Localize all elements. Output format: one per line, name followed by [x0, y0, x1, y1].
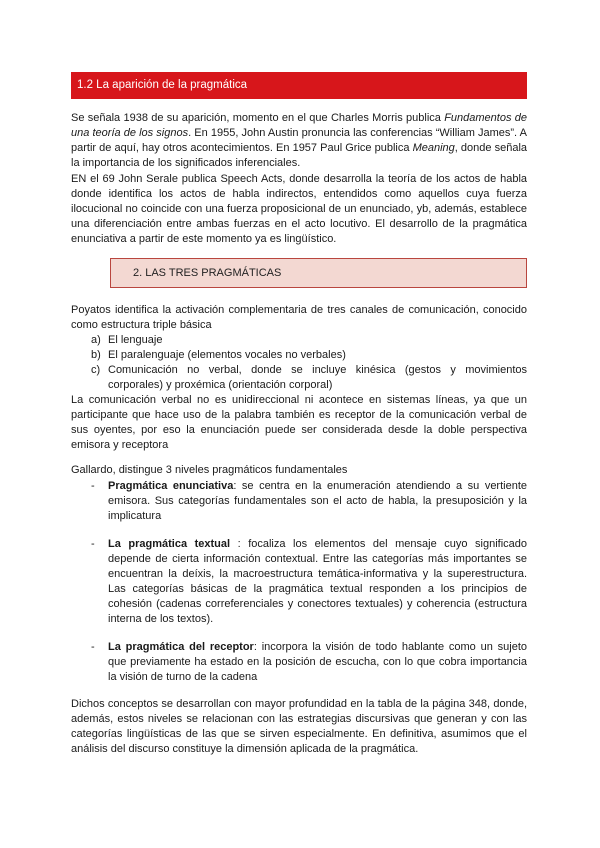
term: La pragmática textual — [108, 538, 231, 550]
term: Pragmática enunciativa — [108, 480, 234, 492]
list-marker: b) — [91, 349, 101, 361]
book-title: Meaning — [412, 142, 455, 154]
list-marker: - — [91, 538, 95, 550]
paragraph-origin: Se señala 1938 de su aparición, momento en el que Charles Morris publica Fundamentos de una teoría de los signos. En 1955, John Austin pronuncia las conferencias “William James”. A partir de aquí, hay otros acontecimientos. En 1957 Paul Grice publica Meaning, donde señala la importancia de los significados inferenciales. — [71, 112, 528, 169]
paragraph-verbal-communication: La comunicación verbal no es unidireccional ni acontece en sistemas líneas, ya que un participante que hace uso de la palabra también es receptor de la comunicación verbal de sus oyentes, por eso la enunciación puede ser considerada desde la doble perspectiva emisora y receptora — [71, 394, 527, 451]
list-marker: a) — [91, 334, 101, 346]
list-marker: - — [91, 480, 95, 492]
list-marker: - — [91, 641, 95, 653]
list-item: Pragmática enunciativa: se centra en la enumeración atendiendo a su vertiente emisora. Sus categorías fundamentales son el acto de habla, la presuposición y la implicatura — [108, 480, 528, 522]
list-item: La pragmática del receptor: incorpora la visión de todo hablante como un sujeto que previamente ha estado en la posición de escucha, con lo que cobra importancia la visión de turno de la cadena — [108, 641, 527, 683]
paragraph-speech-acts: EN el 69 John Serale publica Speech Acts, donde desarrolla la teoría de los actos de habla donde identifica los actos de habla indirectos, entendidos como aquellos cuya fuerza ilocucional no coincide con una fuerza proposicional de un enunciado, yb, además, establece una diferenciación entre ambas fuerzas en el acto locutivo. El desarrollo de la pragmática enunciativa a partir de este momento ya es lingüístico. — [71, 173, 527, 245]
list-marker: c) — [91, 364, 101, 376]
paragraph-gallardo: Gallardo, distingue 3 niveles pragmáticos fundamentales — [71, 464, 348, 476]
list-item: El paralenguaje (elementos vocales no verbales) — [108, 349, 346, 361]
section-heading-1: 1.2 La aparición de la pragmática — [71, 72, 527, 99]
book-title: Fundamentos de una teoría de los signos — [71, 112, 527, 139]
paragraph-conclusion: Dichos conceptos se desarrollan con mayor profundidad en la tabla de la página 348, donde, además, estos niveles se relacionan con las estrategias discursivas que generan y con las categorías lingüísticas de las que se sirven especialmente. En definitiva, asumimos que el análisis del discurso constituye la dimensión aplicada de la pragmática. — [71, 698, 527, 755]
paragraph-poyatos: Poyatos identifica la activación complementaria de tres canales de comunicación, conocido como estructura triple básica — [71, 304, 527, 331]
term: La pragmática del receptor — [108, 641, 254, 653]
section-heading-2: 2. LAS TRES PRAGMÁTICAS — [110, 258, 527, 288]
list-item: El lenguaje — [108, 334, 163, 346]
list-item: La pragmática textual : focaliza los elementos del mensaje cuyo significado depende de cierta información contextual. Entre las categorías más importantes se encuentran la deíxis, la macroestructura temática-informativa y la superestructura. Las categorías básicas de la pragmática textual responden a los principios de cohesión (cadenas correferenciales y conectores textuales) y coherencia (estructura interna de los textos). — [108, 538, 527, 625]
list-item: Comunicación no verbal, donde se incluye kinésica (gestos y movimientos corporales) y proxémica (orientación corporal) — [108, 364, 527, 391]
